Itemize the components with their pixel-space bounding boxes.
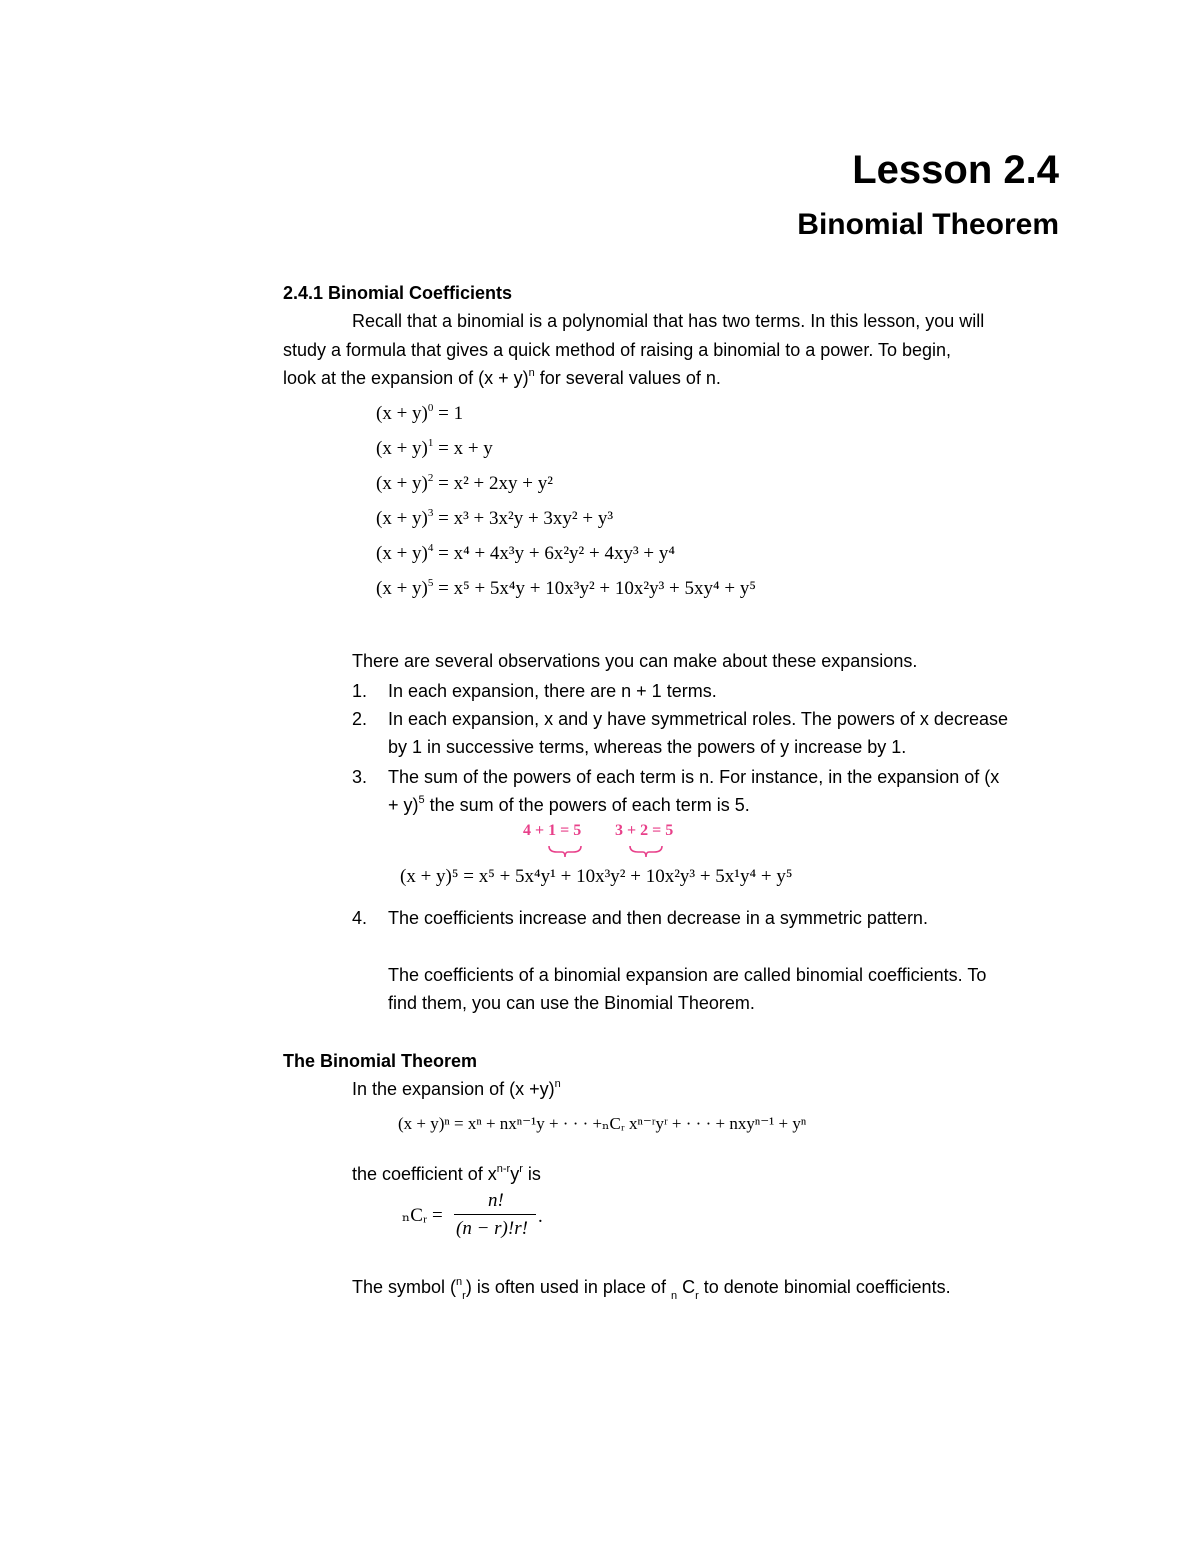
observation-item-3-line-2: + y)$^5$ the sum of the powers of each term is 5. — [388, 794, 750, 815]
example-expansion: (x + y)⁵ = x⁵ + 5x⁴y¹ + 10x³y² + 10x²y³ + 5x¹y⁴ + y⁵ — [400, 866, 793, 887]
annotation-sum-right: 3 + 2 = 5 — [615, 822, 674, 839]
list-number: 2. — [352, 709, 368, 729]
observation-item-3-line-1: The sum of the powers of each term is n. For instance, in the expansion of (x — [388, 767, 1000, 787]
annotation-sum-left: 4 + 1 = 5 — [523, 822, 582, 839]
fraction-bar — [454, 1214, 536, 1215]
expansion-row: $(x + y)^3 = x^3 + 3x^2y + 3xy^2 + y^3$ — [376, 506, 614, 529]
expansion-row: $(x + y)^5 = x^5 + 5x^4y + 10x^3y^2 + 10x^2y^3 + 5xy^4 + y^5$ — [376, 576, 756, 599]
binomial-theorem-formula: (x + y)ⁿ = xⁿ + nxⁿ⁻¹y + · · · +ₙCᵣ xⁿ⁻ʳyʳ + · · · + nxyⁿ⁻¹ + yⁿ — [398, 1114, 807, 1133]
lesson-title: Lesson 2.4 — [852, 148, 1059, 192]
observation-item-1: In each expansion, there are n + 1 terms. — [388, 681, 717, 701]
intro-line-2: study a formula that gives a quick method of raising a binomial to a power. To begin, — [283, 340, 952, 360]
section-heading-binomial-coefficients: 2.4.1 Binomial Coefficients — [283, 283, 513, 303]
lesson-subtitle: Binomial Theorem — [797, 208, 1059, 241]
ncr-denominator: (n − r)!r! — [456, 1218, 528, 1239]
section-heading-binomial-theorem: The Binomial Theorem — [283, 1051, 478, 1071]
intro-line-1: Recall that a binomial is a polynomial that has two terms. In this lesson, you will — [352, 311, 985, 331]
symbol-line: The symbol ($^n_r$) is often used in place of $_n$ $C_r$ to denote binomial coefficients. — [352, 1276, 951, 1302]
observation-item-2-line-2: by 1 in successive terms, whereas the powers of y increase by 1. — [388, 737, 907, 757]
closing-line-1: The coefficients of a binomial expansion are called binomial coefficients. To — [388, 965, 987, 985]
observations-intro: There are several observations you can make about these expansions. — [352, 651, 918, 671]
coefficient-line: the coefficient of $x^{n-r}y^r$ is — [352, 1163, 541, 1184]
closing-line-2: find them, you can use the Binomial Theorem. — [388, 993, 755, 1013]
ncr-numerator: n! — [488, 1190, 504, 1211]
expansion-row: $(x + y)^2 = x^2 + 2xy + y^2$ — [376, 471, 553, 494]
expansion-row: $(x + y)^1 = x + y$ — [376, 436, 493, 459]
list-number: 4. — [352, 908, 368, 928]
expansion-row: $(x + y)^0 = 1$ — [376, 401, 464, 424]
list-number: 1. — [352, 681, 368, 701]
intro-line-3: look at the expansion of $(x + y)^n$ for several values of n. — [283, 367, 721, 388]
ncr-label: ₙCᵣ = — [402, 1205, 443, 1226]
brace-left-icon — [547, 843, 583, 859]
observation-item-2-line-1: In each expansion, x and y have symmetrical roles. The powers of x decrease — [388, 709, 1008, 729]
observation-item-4: The coefficients increase and then decrease in a symmetric pattern. — [388, 908, 928, 928]
brace-right-icon — [628, 843, 664, 859]
expansion-row: $(x + y)^4 = x^4 + 4x^3y + 6x^2y^2 + 4xy^3 + y^4$ — [376, 541, 675, 564]
list-number: 3. — [352, 767, 368, 787]
theorem-line-1: In the expansion of $(x +y)^n$ — [352, 1078, 561, 1099]
ncr-period: . — [538, 1206, 543, 1227]
